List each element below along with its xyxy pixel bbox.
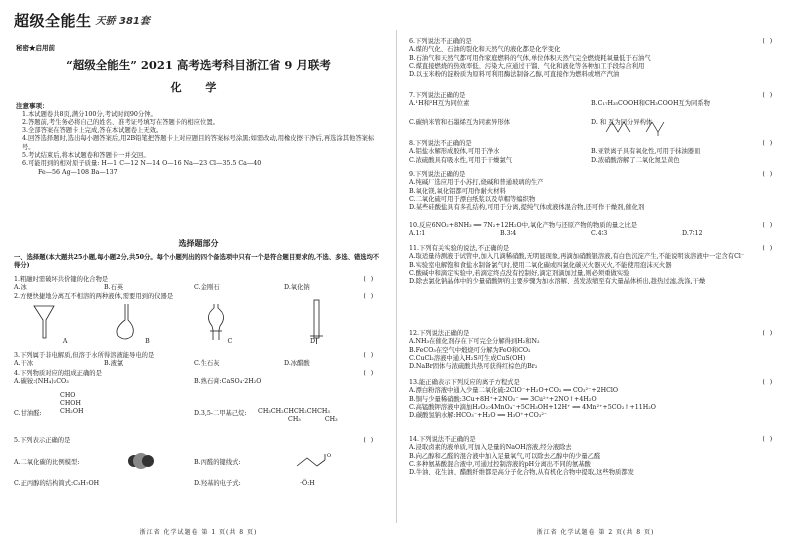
answer-paren: ( ) — [362, 352, 374, 359]
section-title: 选择题部分 — [178, 238, 219, 248]
instruction-item: 1.本试题卷共8页,满分100分,考试时间90分钟。 — [22, 110, 157, 118]
question-5 — [14, 437, 374, 445]
page-footer: 浙江省 化学试题卷 第 2 页(共 8 页) — [536, 529, 655, 537]
option-b: B.亚铁离子具有氧化性,可用于抹油器皿 — [591, 148, 701, 156]
bond-o-label: O — [327, 453, 331, 459]
logo-main-text: 超级全能生 — [14, 12, 92, 30]
question-stem: 11.下列有关实验的说法,不正确的是 — [409, 245, 510, 252]
option-a: A.1∶1 — [409, 230, 426, 238]
question-6 — [409, 38, 773, 79]
answer-paren: ( ) — [761, 38, 773, 45]
question-stem: 6.下列说法不正确的是 — [409, 38, 472, 45]
instruction-item: 3.全部答案在答题卡上完成,答在本试题卷上无效。 — [22, 127, 163, 135]
answer-paren: ( ) — [761, 140, 773, 147]
option-d: D.冰醋酸 — [284, 360, 310, 368]
option-b: B.石英 — [104, 284, 124, 292]
instruction-item: 5.考试结束后,将本试题卷和答题卡一并交回。 — [22, 152, 150, 160]
option-b: B.氧化镁,氧化铝都可用作耐火材料 — [409, 187, 506, 195]
option-c: C.正丙醇的结构简式:C₃H₇OH — [14, 480, 100, 487]
question-stem: 4.下列物质对应的组成正确的是 — [14, 370, 102, 377]
question-stem: 14.下列说法不正确的是 — [409, 436, 476, 443]
option-c: C.高锰酸钾溶液中滴加H₂O₂:4MnO₄⁻+5CH₃OH+12H⁺ ══ 4Mn²⁺+5CO₂↑+11H₂O — [409, 403, 656, 411]
option-a: A.铝盐水解形成胶体,可用于净水 — [409, 148, 500, 156]
option-c: C.CuCl₂溶液中通入H₂S可生成CuS(OH) — [409, 354, 526, 362]
option-d: D.以玉米粉的淀粉质为原料可利用酶法制备乙醇,可直接作为燃料或增产汽油 — [409, 71, 620, 79]
answer-paren: ( ) — [761, 171, 773, 178]
option-a: A.纯碱厂选应用于小苏打,烧碱和普通玻璃的生产 — [409, 179, 544, 187]
question-4 — [14, 370, 374, 387]
flask-icon — [117, 304, 133, 339]
logo-sub-text: 天骄 381套 — [95, 16, 150, 28]
option-a: A.漂白粉溶液中通入少量二氧化硫:2ClO⁻+H₂O+CO₂ ══ CO₃²⁻+2HClO — [409, 387, 619, 395]
instruction-item: 6.可能用到的相对原子质量: H—1 C—12 N—14 O—16 Na—23 Cl—35.5 Ca—40 — [22, 160, 262, 168]
option-d: D.浓硝酸溶解了二氧化氮呈黄色 — [591, 156, 680, 164]
option-c: C.多种氨基酸混合液中,可通过控制溶液的pH分离出不同的氨基酸 — [409, 460, 591, 468]
option-d: D.碳酸氢钠水解:HCO₃⁻+H₂O ══ H₃O⁺+CO₃²⁻ — [409, 412, 548, 420]
option-a: A.干冰 — [14, 360, 34, 368]
option-d: D.羟基的电子式: — [194, 480, 241, 487]
question-stem: 7.下列说法正确的是 — [409, 92, 466, 99]
question-5-cd — [14, 480, 374, 488]
separatory-funnel-icon — [208, 304, 223, 340]
struct-choh: CHOH — [60, 399, 81, 407]
isomer-structures-icon — [602, 118, 682, 136]
option-b: B.向乙醇和乙醛的混合液中加入足量氧气,可以除去乙醇中的少量乙醛 — [409, 452, 601, 460]
subject-title: 化 学 — [170, 81, 227, 94]
question-13 — [409, 379, 773, 420]
brand-logo — [14, 12, 150, 32]
question-stem: 2.方便快捷地分离互不相溶的两种液体,需要用到的仪器是 — [14, 293, 174, 300]
option-c: C.酸碱中和滴定实验中,若滴定终点没有控制好,滴定剂滴加过量,则必须重做实验 — [409, 269, 630, 277]
option-b: B.FeCO₃在空气中煅烧可分解为FeO和CO₂ — [409, 346, 531, 354]
question-3 — [14, 352, 374, 369]
glyceraldehyde-structure — [60, 392, 84, 416]
question-10 — [409, 222, 773, 239]
answer-paren: ( ) — [761, 92, 773, 99]
struct-ch3: CH₃ — [288, 416, 301, 424]
page-footer: 浙江省 化学试题卷 第 1 页(共 8 页) — [139, 529, 258, 537]
answer-paren: ( ) — [761, 245, 773, 252]
answer-paren: ( ) — [761, 379, 773, 386]
question-8 — [409, 140, 773, 165]
option-c: C.金刚石 — [194, 284, 220, 292]
option-b: B.液氯 — [104, 360, 124, 368]
option-d: D.牛油、花生油、醋酸纤维都是高分子化合物,从有机化合物中提取,这些物质都发 — [409, 469, 634, 477]
answer-paren: ( ) — [362, 293, 374, 300]
option-d: D.某些硅酸盐具有多孔结构,可用于分离,提纯气体或液体混合物,还可作干燥剂,催化剂 — [409, 204, 645, 212]
section-heading: 一、选择题(本大题共25小题,每小题2分,共50分。每个小题列出的四个备选项中只有一个是符合题目要求的,不选、多选、错选均不得分) — [14, 254, 380, 270]
question-9 — [409, 171, 773, 212]
question-stem: 13.能正确表示下列反应的离子方程式是 — [409, 379, 520, 386]
option-d: D.氧化钠 — [284, 284, 310, 292]
struct-cho: CHO — [60, 392, 76, 399]
propanal-skeletal-icon — [295, 452, 331, 470]
question-14 — [409, 436, 773, 477]
option-b: B.熟石膏:CaSO₄·2H₂O — [194, 378, 262, 386]
option-c: C.碳纳米管和石墨烯互为同素异形体 — [409, 118, 511, 126]
option-d: D — [310, 338, 316, 345]
option-a: A.冰 — [14, 284, 27, 292]
page-2 — [397, 0, 794, 543]
co2-model-icon — [126, 450, 156, 472]
answer-paren: ( ) — [362, 437, 374, 444]
option-b: B.铜与少量稀硝酸:3Cu+8H⁺+2NO₃⁻ ══ 3Cu²⁺+2NO↑+4H₂O — [409, 395, 597, 403]
option-a: A — [62, 338, 68, 345]
option-b: B.实验室电解饱和食盐水制备氯气时,使用二氧化碳或四氯化碳灭火器灭火,不能使用泡沫灭火器 — [409, 261, 672, 269]
instruction-item: 2.答题前,考生务必将自己的姓名、准考证号填写在答题卡的相应位置。 — [22, 118, 219, 126]
option-d: D. 和 互为同分异构体 — [591, 118, 653, 126]
option-a: A.NH₃在催化剂存在下可完全分解得到H₂和N₂ — [409, 338, 540, 346]
instruction-item: Fe—56 Ag—108 Ba—137 — [38, 168, 118, 176]
option-c: C.浓硫酸具有吸水性,可用于干燥氯气 — [409, 156, 513, 164]
struct-chain: CH₃CH₂CHCH₂CHCH₃ — [258, 408, 330, 415]
question-stem: 1.粗融时需破坏共价键的化合物是 — [14, 276, 109, 283]
question-stem: 5.下列表示正确的是 — [14, 437, 71, 444]
option-b: B — [145, 338, 150, 345]
option-c: C.甘油醛: — [14, 410, 42, 417]
hydroxyl-electron-formula: ·Ö:H — [300, 480, 315, 487]
option-d: D.7∶12 — [682, 230, 703, 238]
question-1 — [14, 276, 374, 293]
option-b: B.3∶4 — [500, 230, 517, 238]
answer-paren: ( ) — [761, 222, 773, 229]
instructions-heading: 注意事项： — [16, 102, 49, 110]
question-stem: 8.下列说法不正确的是 — [409, 140, 472, 147]
funnel-icon — [34, 306, 54, 338]
confidential-label: 秘密★启用前 — [16, 44, 55, 52]
apparatus-labels — [24, 338, 354, 346]
answer-paren: ( ) — [761, 330, 773, 337]
option-c: C.4∶3 — [591, 230, 608, 238]
option-a: A.煤的气化、石油的裂化和天然气的液化都是化学变化 — [409, 46, 561, 54]
option-a: A.二氧化碳的比例模型: — [14, 459, 80, 466]
answer-paren: ( ) — [362, 370, 374, 377]
option-d: D.3,5-二甲基己烷: — [194, 410, 247, 417]
option-c: C — [227, 338, 233, 345]
option-b: B.丙醛的键线式: — [194, 459, 241, 466]
answer-paren: ( ) — [761, 436, 773, 443]
struct-ch2oh: CH₂OH — [60, 407, 84, 415]
question-stem: 12.下列说法正确的是 — [409, 330, 470, 337]
option-a: A.¹H和²H互为同位素 — [409, 100, 470, 108]
question-stem: 10.反应6NO₂+8NH₃ ══ 7N₂+12H₂O中,氧化产物与还原产物的物质的量之比是 — [409, 222, 638, 229]
option-a: A.浸取卤素的液单质,可加入是量的NaOH溶液,经分液除去 — [409, 444, 572, 452]
option-b: B.C₁₇H₃₅COOH和CH₃COOH互为同系物 — [591, 100, 710, 108]
question-12 — [409, 330, 773, 371]
option-a: A.取适量待测液于试管中,加入几滴稀硝酸,无明显现象,再滴加硝酸银溶液,有白色沉淀产生,不能说明该溶液中一定含有Cl⁻ — [409, 253, 745, 261]
option-c: C.生石灰 — [194, 360, 220, 368]
question-7 — [409, 92, 773, 127]
option-d: D.NaBr固体与浓硫酸共热可获得红棕色的Br₂ — [409, 363, 538, 371]
exam-title: “超级全能生” 2021 高考选考科目浙江省 9 月联考 — [66, 58, 331, 72]
answer-paren: ( ) — [362, 276, 374, 283]
question-11 — [409, 245, 773, 286]
option-b: B.石油气和天然气都可用作家庭燃料的气体,单位体积天然气完全燃烧耗氧量低于石油气 — [409, 54, 651, 62]
instructions — [16, 102, 376, 177]
option-c: C.二氧化硫可用于漂白纸浆以及草帽等编织物 — [409, 195, 536, 203]
option-a: A.碳铵:(NH₄)₂CO₃ — [14, 378, 69, 386]
instruction-item: 4.回答选择题时,选出每小题答案后,用2B铅笔把答题卡上对应题目的答案标号涂黑;如需改动,用橡皮擦干净后,再选涂其他答案标号。 — [22, 135, 375, 151]
option-d: D.除去氯化钠晶体中的少量硝酸钾的主要步骤为加水溶解、蒸发浓缩至有大量晶体析出,趁热过滤,洗涤,干燥 — [409, 278, 706, 286]
dimethylhexane-structure — [258, 408, 338, 425]
question-stem: 9.下列说法正确的是 — [409, 171, 466, 178]
struct-ch3: CH₃ — [324, 416, 338, 424]
question-stem: 3.下列属于非电解质,但溶于水所得溶液能导电的是 — [14, 352, 155, 359]
option-c: C.煤直接燃烧的热效率低、污染大,应通过干馏、气化和液化等各种加工手段综合利用 — [409, 62, 645, 70]
